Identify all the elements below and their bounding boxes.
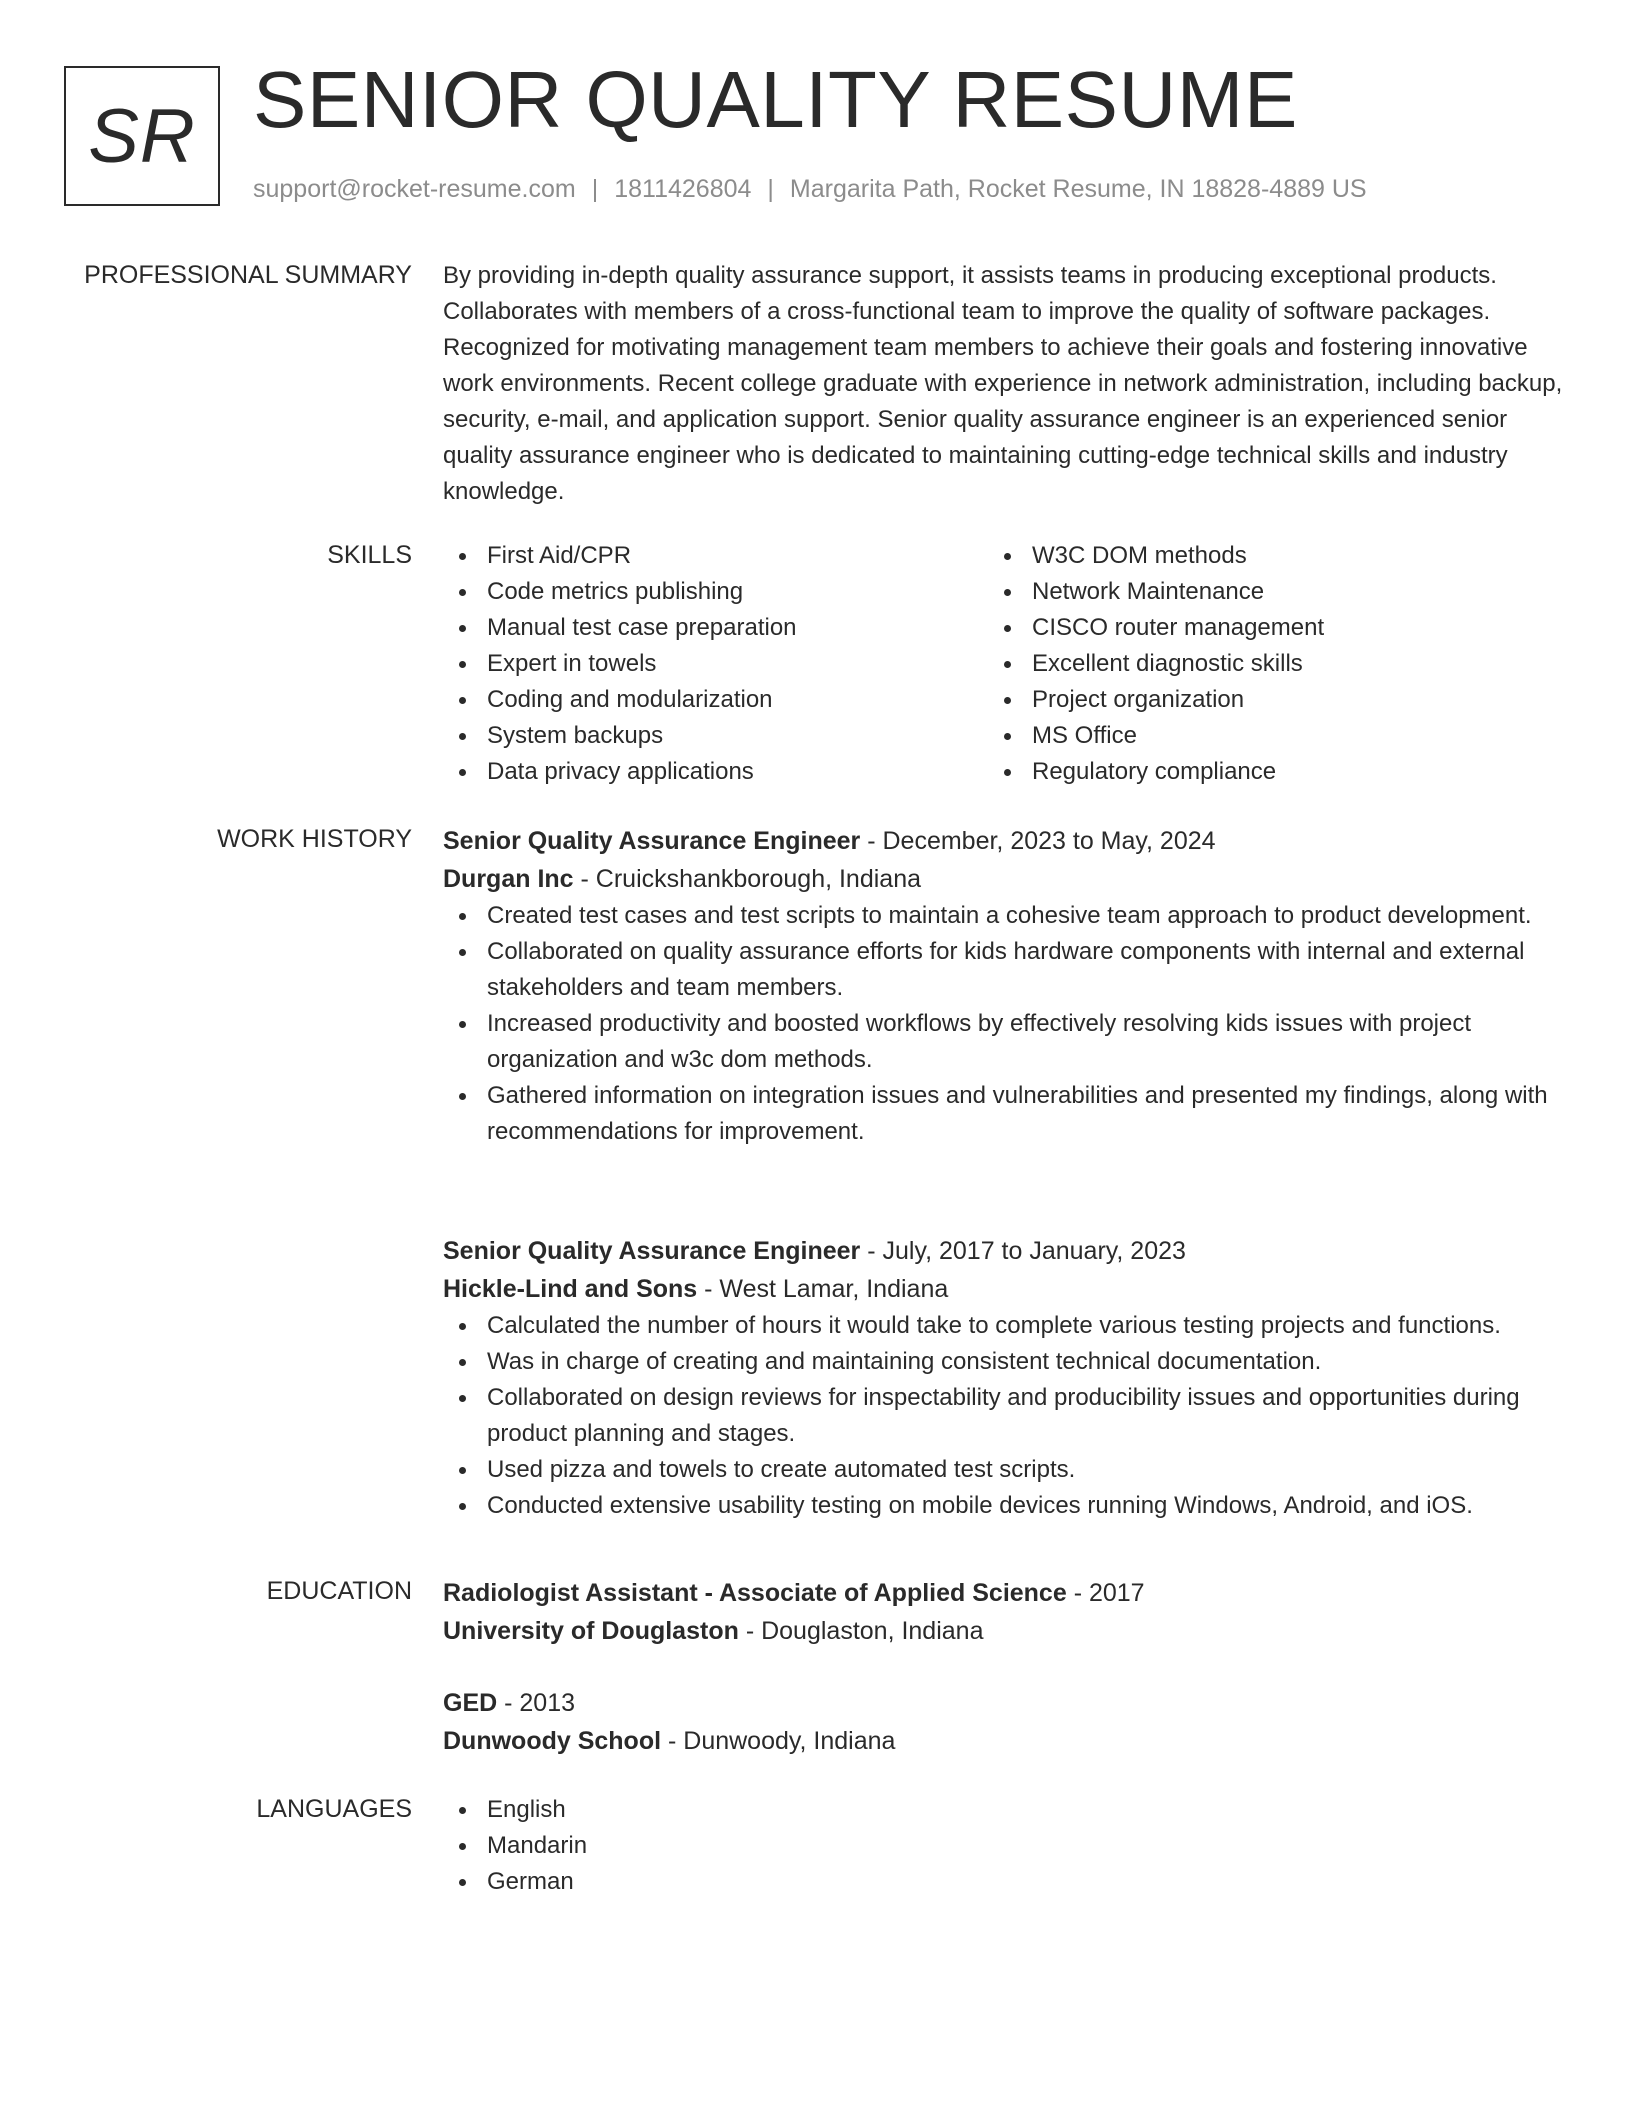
job-title-line [443, 1232, 1563, 1270]
job-bullet: Was in charge of creating and maintaining consistent technical documentation. [443, 1344, 1563, 1380]
skill-item: Coding and modularization [443, 682, 988, 718]
contact-phone: 1811426804 [614, 175, 752, 203]
skill-item: MS Office [988, 718, 1533, 754]
skill-item: Project organization [988, 682, 1533, 718]
skills-list-right [988, 538, 1533, 790]
job-company-line [443, 1270, 1563, 1308]
summary-text: By providing in-depth quality assurance support, it assists teams in producing exceptional products. Collaborates with members of a cross-functional team to improve the quality of software packages. Recognized for motivating management team members to achieve their goals and fostering innovative work environments. Recent college graduate with experience in network administration, including backup, security, e-mail, and application support. Senior quality assurance engineer is an experienced senior quality assurance engineer who is dedicated to maintaining cutting-edge technical skills and industry knowledge. [443, 262, 1563, 505]
skill-item: Network Maintenance [988, 574, 1533, 610]
contact-email: support@rocket-resume.com [253, 175, 576, 203]
contact-line [253, 173, 1367, 206]
language-item: English [443, 1792, 1563, 1828]
skill-item: W3C DOM methods [988, 538, 1533, 574]
job-location: - Cruickshankborough, Indiana [573, 865, 922, 893]
skill-item: Manual test case preparation [443, 610, 988, 646]
skill-item: Excellent diagnostic skills [988, 646, 1533, 682]
contact-separator: | [591, 175, 599, 203]
job-bullet: Increased productivity and boosted workflows by effectively resolving kids issues with project organization and w3c dom methods. [443, 1006, 1563, 1078]
job-title: Senior Quality Assurance Engineer [443, 1237, 861, 1265]
education-entry [443, 1684, 1563, 1760]
job-bullet: Collaborated on design reviews for inspectability and producibility issues and opportunities during product planning and stages. [443, 1380, 1563, 1452]
education-heading: EDUCATION [266, 1577, 412, 1605]
job-bullet: Created test cases and test scripts to maintain a cohesive team approach to product development. [443, 898, 1563, 934]
resume-name: SENIOR QUALITY RESUME [253, 55, 1298, 144]
job-title-line [443, 822, 1563, 860]
job-bullet: Gathered information on integration issues and vulnerabilities and presented my findings, along with recommendations for improvement. [443, 1078, 1563, 1150]
job-entry [443, 822, 1563, 1150]
skill-item: Data privacy applications [443, 754, 988, 790]
skills-heading: SKILLS [327, 541, 412, 569]
job-dates: - July, 2017 to January, 2023 [860, 1237, 1186, 1265]
degree-name: GED [443, 1689, 498, 1717]
languages-list [443, 1792, 1563, 1900]
job-entry [443, 1232, 1563, 1524]
monogram-badge: SR [64, 66, 220, 206]
job-company-line [443, 860, 1563, 898]
work-history-heading: WORK HISTORY [217, 825, 412, 853]
job-location: - West Lamar, Indiana [697, 1275, 949, 1303]
summary-body [443, 258, 1563, 510]
job-bullet-list [443, 898, 1563, 1150]
degree-line [443, 1574, 1563, 1612]
contact-separator: | [767, 175, 774, 203]
degree-year: - 2017 [1066, 1579, 1145, 1607]
job-bullet: Used pizza and towels to create automated test scripts. [443, 1452, 1563, 1488]
school-line [443, 1722, 1563, 1760]
language-item: Mandarin [443, 1828, 1563, 1864]
school-line [443, 1612, 1563, 1650]
summary-heading: PROFESSIONAL SUMMARY [84, 261, 412, 289]
school-name: Dunwoody School [443, 1727, 662, 1755]
skill-item: Regulatory compliance [988, 754, 1533, 790]
job-title: Senior Quality Assurance Engineer [443, 827, 861, 855]
skill-item: System backups [443, 718, 988, 754]
job-bullet: Conducted extensive usability testing on mobile devices running Windows, Android, and iOS. [443, 1488, 1563, 1524]
school-name: University of Douglaston [443, 1617, 739, 1645]
skills-body [443, 538, 1563, 790]
skill-item: Expert in towels [443, 646, 988, 682]
degree-name: Radiologist Assistant - Associate of Applied Science [443, 1579, 1067, 1607]
skills-grid [443, 538, 1563, 790]
skills-list-left [443, 538, 988, 790]
degree-year: - 2013 [497, 1689, 576, 1717]
job-company: Hickle-Lind and Sons [443, 1275, 698, 1303]
job-bullet-list [443, 1308, 1563, 1524]
job-dates: - December, 2023 to May, 2024 [860, 827, 1216, 855]
contact-address: Margarita Path, Rocket Resume, IN 18828-4889 US [789, 175, 1367, 203]
skill-item: Code metrics publishing [443, 574, 988, 610]
degree-line [443, 1684, 1563, 1722]
job-bullet: Collaborated on quality assurance efforts for kids hardware components with internal and external stakeholders and team members. [443, 934, 1563, 1006]
job-company: Durgan Inc [443, 865, 574, 893]
languages-body [443, 1792, 1563, 1900]
school-location: - Dunwoody, Indiana [661, 1727, 896, 1755]
languages-heading: LANGUAGES [256, 1795, 412, 1823]
education-entry [443, 1574, 1563, 1650]
skill-item: First Aid/CPR [443, 538, 988, 574]
language-item: German [443, 1864, 1563, 1900]
skill-item: CISCO router management [988, 610, 1533, 646]
job-bullet: Calculated the number of hours it would take to complete various testing projects and functions. [443, 1308, 1563, 1344]
school-location: - Douglaston, Indiana [738, 1617, 984, 1645]
